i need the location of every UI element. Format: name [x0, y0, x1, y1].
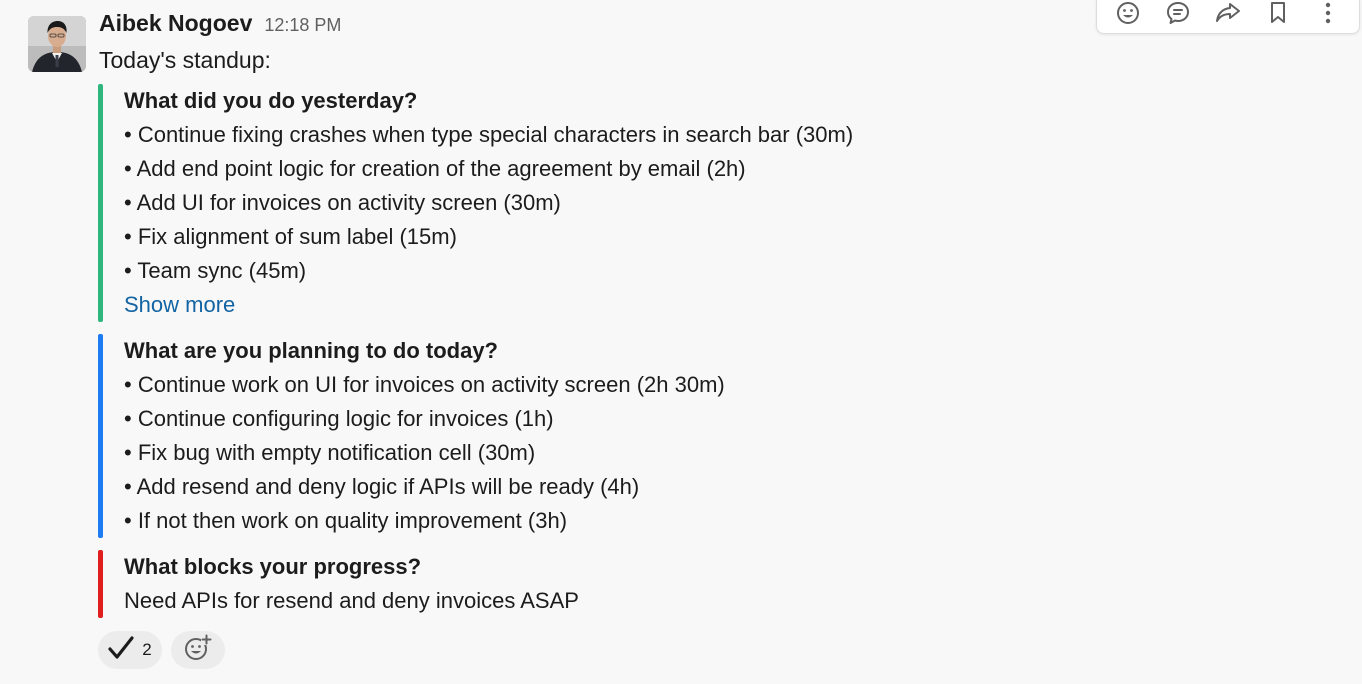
reaction-count: 2 — [142, 640, 152, 659]
list-item: • Continue work on UI for invoices on activity screen (2h 30m) — [124, 372, 725, 397]
section-blockers — [98, 550, 998, 618]
reactions-bar — [98, 631, 225, 669]
section-today — [98, 334, 998, 538]
author-name[interactable]: Aibek Nogoev — [99, 10, 253, 36]
list-item: • If not then work on quality improvement (3h) — [124, 508, 568, 533]
share-forward-icon — [1214, 0, 1242, 31]
message-actions-toolbar — [1096, 0, 1360, 34]
section-color-bar — [98, 84, 103, 322]
list-item: • Team sync (45m) — [124, 258, 307, 283]
list-item: Need APIs for resend and deny invoices ASAP — [124, 588, 579, 613]
section-title: What did you do yesterday? — [124, 88, 418, 113]
section-title: What blocks your progress? — [124, 554, 422, 579]
more-actions-button[interactable] — [1308, 0, 1348, 32]
section-yesterday — [98, 84, 998, 322]
list-item: • Continue configuring logic for invoices (1h) — [124, 406, 554, 431]
checkmark-icon — [108, 636, 134, 665]
message-header — [99, 10, 341, 42]
reply-thread-button[interactable] — [1158, 0, 1198, 32]
section-color-bar — [98, 334, 103, 538]
list-item: • Fix alignment of sum label (15m) — [124, 224, 457, 249]
add-reaction-icon — [184, 634, 212, 667]
list-item: • Add resend and deny logic if APIs will be ready (4h) — [124, 474, 640, 499]
message-intro: Today's standup: — [99, 47, 271, 73]
bookmark-icon — [1267, 0, 1289, 31]
reaction-checkmark[interactable] — [98, 631, 162, 669]
list-item: • Add UI for invoices on activity screen (30m) — [124, 190, 561, 215]
more-actions-icon — [1323, 0, 1333, 31]
add-reaction-button[interactable] — [171, 631, 225, 669]
section-title: What are you planning to do today? — [124, 338, 498, 363]
reply-thread-icon — [1165, 0, 1191, 31]
timestamp[interactable]: 12:18 PM — [264, 15, 342, 35]
list-item: • Fix bug with empty notification cell (30m) — [124, 440, 536, 465]
list-item: • Add end point logic for creation of the agreement by email (2h) — [124, 156, 746, 181]
avatar[interactable] — [28, 16, 86, 72]
list-item: • Continue fixing crashes when type special characters in search bar (30m) — [124, 122, 854, 147]
emoji-reaction-button[interactable] — [1108, 0, 1148, 32]
share-forward-button[interactable] — [1208, 0, 1248, 32]
bookmark-button[interactable] — [1258, 0, 1298, 32]
avatar-image — [28, 16, 86, 72]
emoji-reaction-icon — [1115, 0, 1141, 31]
section-color-bar — [98, 550, 103, 618]
show-more-link[interactable]: Show more — [124, 292, 236, 317]
